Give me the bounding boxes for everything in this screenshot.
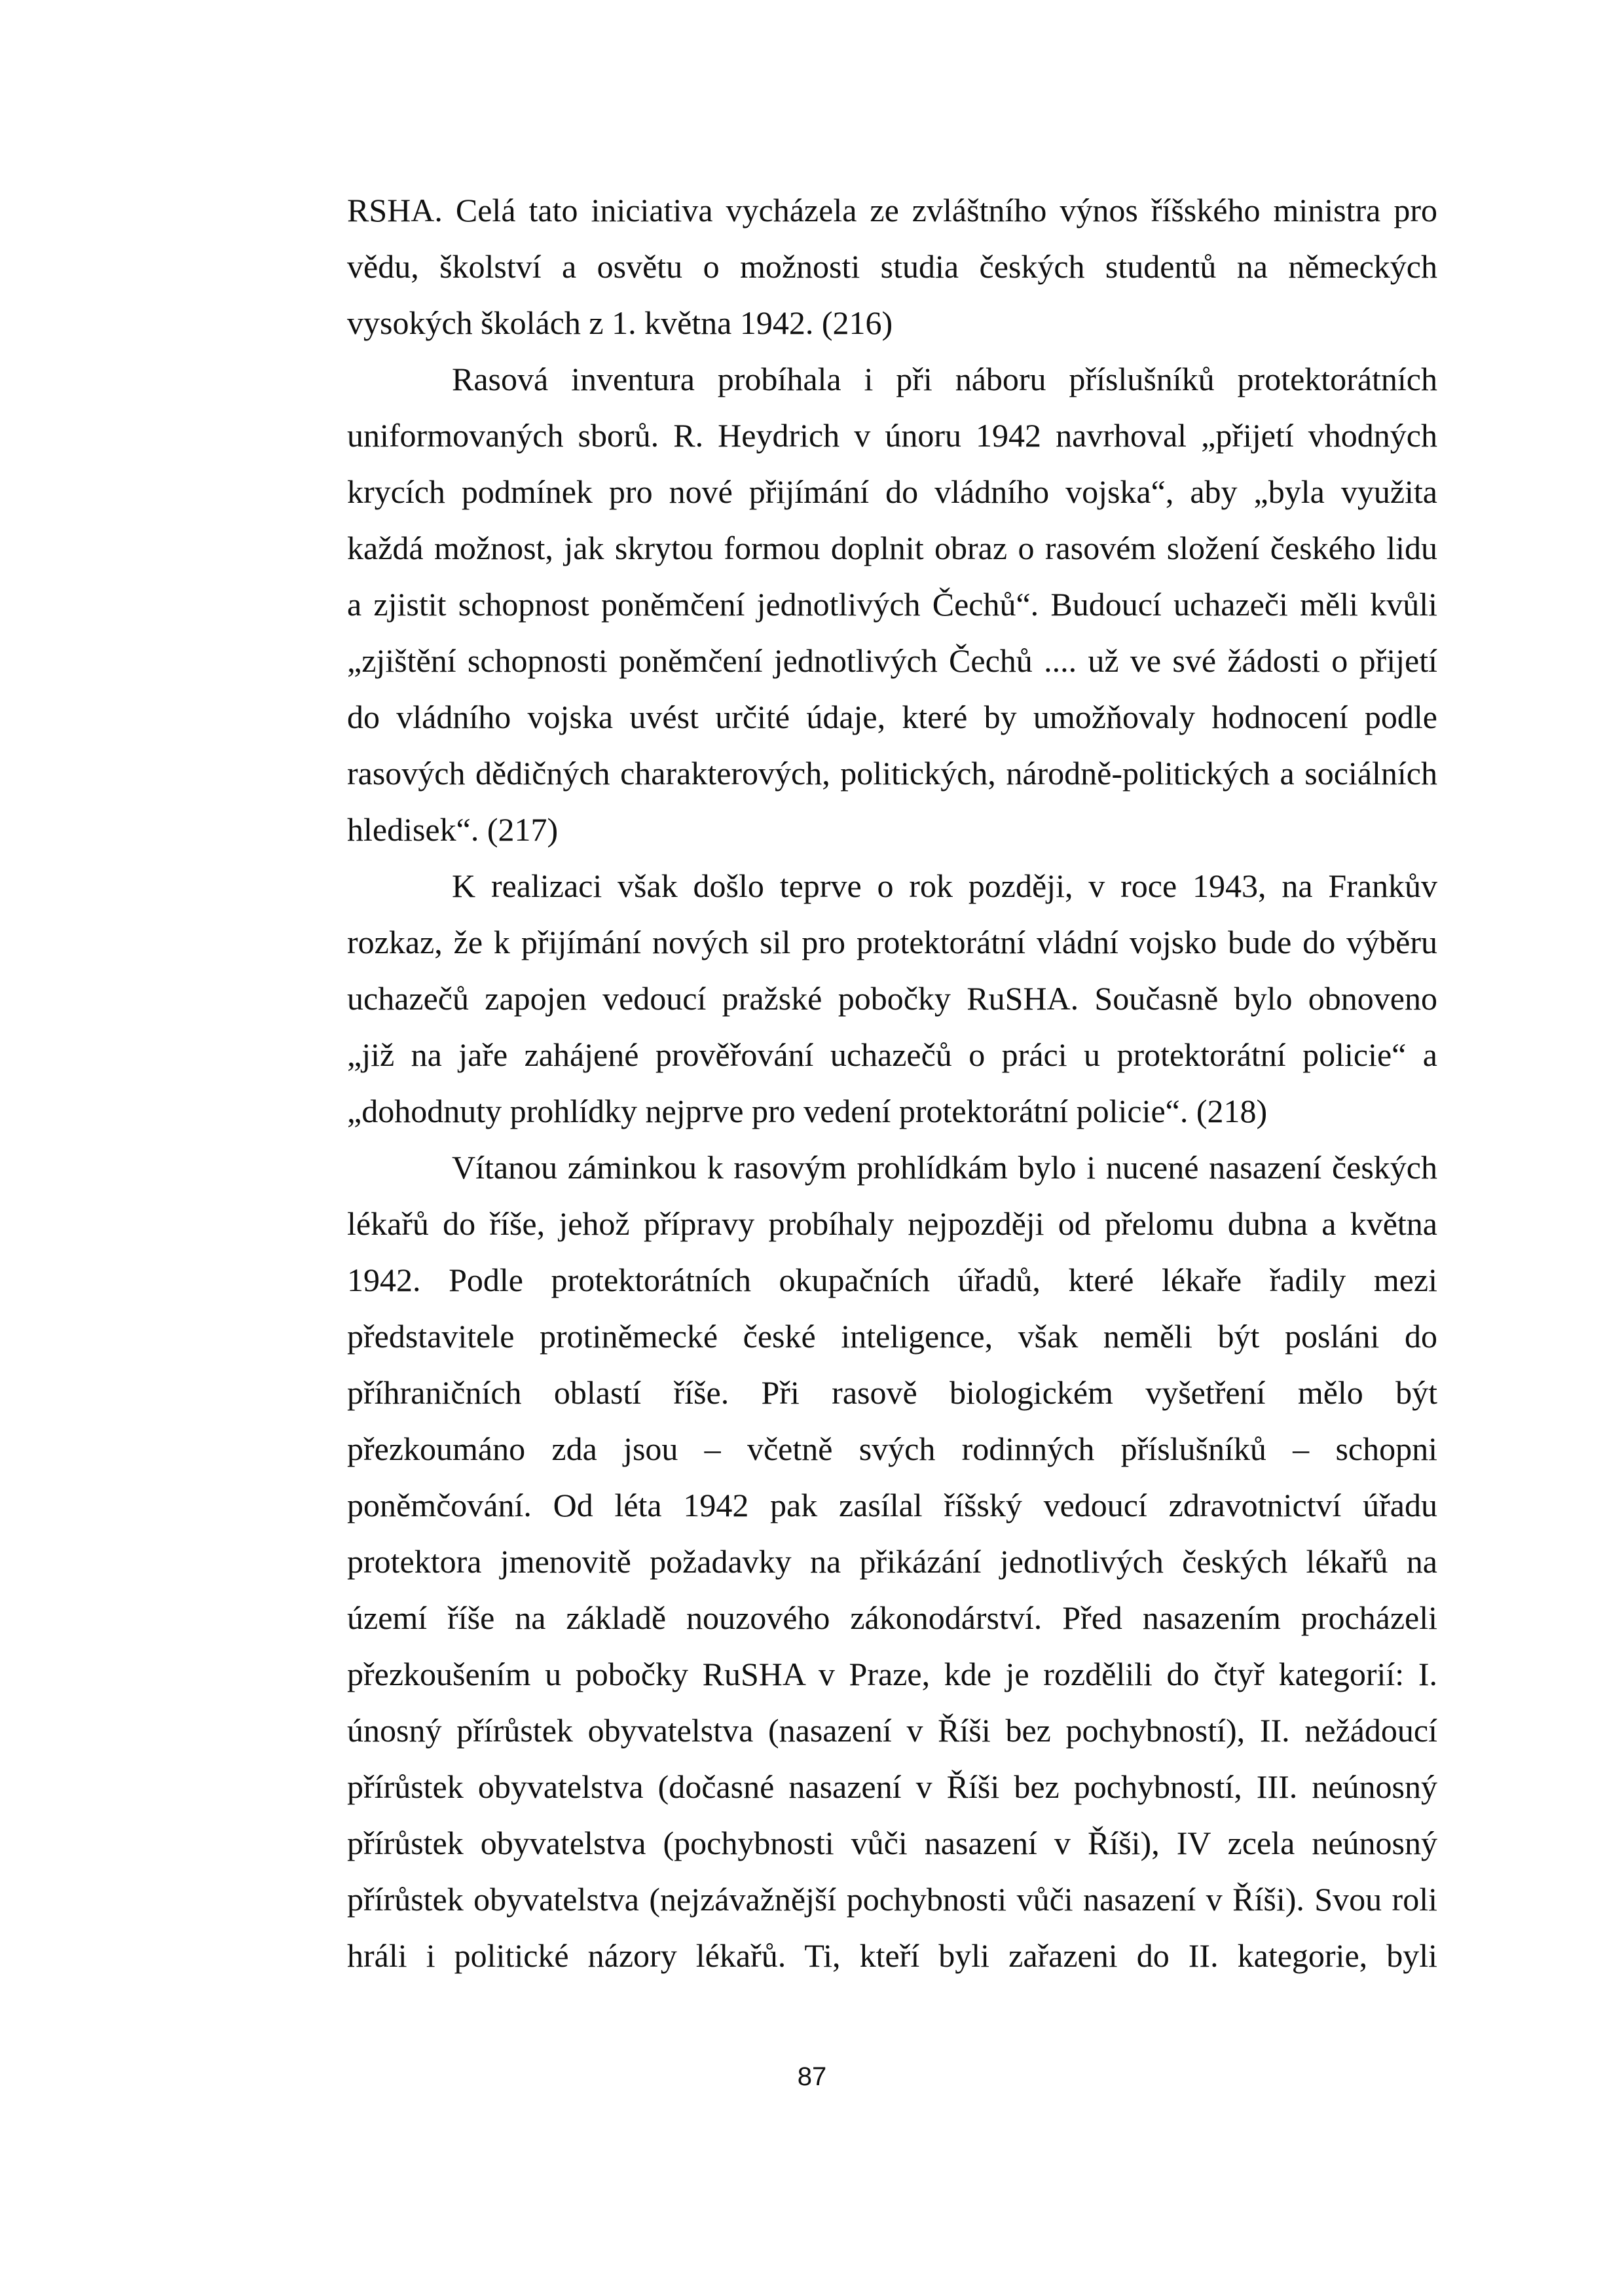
text-line: přezkoušením u pobočky RuSHA v Praze, kde je rozdělili do čtyř kategorií: I. (347, 1656, 1437, 1692)
text-line: vědu, školství a osvětu o možnosti studia českých studentů na německých (347, 248, 1437, 285)
page-number: 87 (797, 2062, 827, 2091)
text-line: „již na jaře zahájené prověřování uchazečů o práci u protektorátní policie“ a (347, 1036, 1437, 1073)
text-line: přírůstek obyvatelstva (dočasné nasazení v Říši bez pochybností, III. neúnosný (347, 1768, 1437, 1805)
text-line: 1942. Podle protektorátních okupačních úřadů, které lékaře řadily mezi (347, 1262, 1437, 1298)
text-line: do vládního vojska uvést určité údaje, které by umožňovaly hodnocení podle (347, 699, 1437, 735)
text-line: přírůstek obyvatelstva (nejzávažnější pochybnosti vůči nasazení v Říši). Svou roli (347, 1881, 1437, 1918)
text-line: a zjistit schopnost poněmčení jednotlivých Čechů“. Budoucí uchazeči měli kvůli (347, 586, 1437, 623)
text-line: „dohodnuty prohlídky nejprve pro vedení protektorátní policie“. (218) (347, 1093, 1268, 1129)
text-line: lékařů do říše, jehož přípravy probíhaly nejpozději od přelomu dubna a května (347, 1205, 1437, 1242)
text-line: hráli i politické názory lékařů. Ti, kteří byli zařazeni do II. kategorie, byli (347, 1937, 1437, 1974)
text-line: poněmčování. Od léta 1942 pak zasílal říšský vedoucí zdravotnictví úřadu (347, 1487, 1437, 1523)
text-line: rozkaz, že k přijímání nových sil pro protektorátní vládní vojsko bude do výběru (347, 924, 1437, 960)
text-line: přírůstek obyvatelstva (pochybnosti vůči nasazení v Říši), IV zcela neúnosný (347, 1825, 1437, 1861)
paragraph-3 (347, 858, 1437, 1139)
text-line: území říše na základě nouzového zákonodárství. Před nasazením procházeli (347, 1599, 1437, 1636)
text-line: krycích podmínek pro nové přijímání do vládního vojska“, aby „byla využita (347, 473, 1437, 510)
paragraph-1 (347, 182, 1437, 351)
text-line: protektora jmenovitě požadavky na přikázání jednotlivých českých lékařů na (347, 1543, 1437, 1580)
text-line: Vítanou záminkou k rasovým prohlídkám bylo i nucené nasazení českých (452, 1149, 1437, 1186)
text-line: přezkoumáno zda jsou – včetně svých rodinných příslušníků – schopni (347, 1430, 1437, 1467)
text-line: „zjištění schopnosti poněmčení jednotlivých Čechů .... už ve své žádosti o přijetí (347, 642, 1437, 679)
text-line: uniformovaných sborů. R. Heydrich v únoru 1942 navrhoval „přijetí vhodných (347, 417, 1437, 454)
text-line: příhraničních oblastí říše. Při rasově biologickém vyšetření mělo být (347, 1374, 1437, 1411)
body-text (347, 182, 1437, 1984)
text-line: K realizaci však došlo teprve o rok později, v roce 1943, na Frankův (452, 867, 1437, 904)
text-line: představitele protiněmecké české inteligence, však neměli být posláni do (347, 1318, 1437, 1355)
text-line: uchazečů zapojen vedoucí pražské pobočky RuSHA. Současně bylo obnoveno (347, 980, 1437, 1017)
text-line: RSHA. Celá tato iniciativa vycházela ze zvláštního výnos říšského ministra pro (347, 192, 1437, 228)
text-line: únosný přírůstek obyvatelstva (nasazení v Říši bez pochybností), II. nežádoucí (347, 1712, 1437, 1749)
paragraph-2 (347, 351, 1437, 858)
text-line: Rasová inventura probíhala i při náboru příslušníků protektorátních (452, 361, 1437, 397)
text-line: hledisek“. (217) (347, 811, 559, 848)
paragraph-4 (347, 1139, 1437, 1984)
text-line: rasových dědičných charakterových, politických, národně-politických a sociálních (347, 755, 1437, 792)
text-line: vysokých školách z 1. května 1942. (216) (347, 304, 893, 341)
text-line: každá možnost, jak skrytou formou doplnit obraz o rasovém složení českého lidu (347, 530, 1437, 566)
